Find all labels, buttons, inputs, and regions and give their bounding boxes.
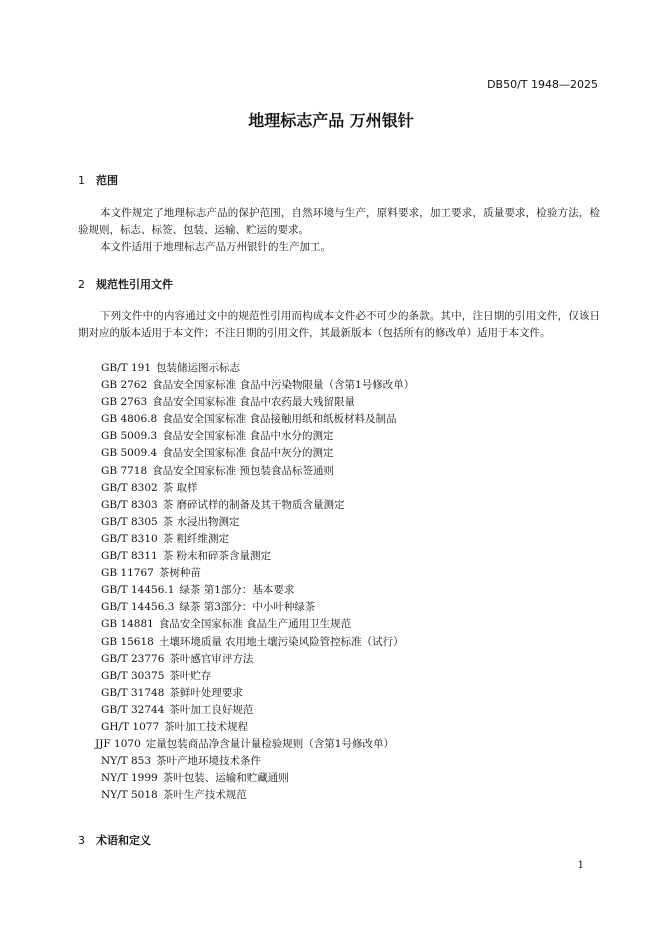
- reference-name: 茶叶加工技术规程: [164, 720, 249, 733]
- reference-code: GB 5009.3: [101, 430, 158, 443]
- section-title: 范围: [96, 174, 118, 187]
- section-1-heading: [78, 172, 118, 188]
- reference-name: 食品安全国家标准 食品中农药最大残留限量: [152, 396, 356, 409]
- page-number: 1: [577, 860, 584, 871]
- reference-item: [101, 360, 414, 377]
- reference-item: [101, 685, 414, 702]
- reference-name: 茶叶包装、运输和贮藏通则: [162, 772, 289, 785]
- reference-code: GB 2762: [101, 379, 148, 392]
- reference-code: GB 7718: [101, 464, 148, 477]
- reference-item: [101, 377, 414, 394]
- document-code: DB50/T 1948—2025: [487, 78, 598, 91]
- reference-code: GB/T 8311: [101, 550, 158, 563]
- reference-name: 茶 水浸出物测定: [162, 515, 240, 528]
- reference-code: GB 5009.4: [101, 447, 158, 460]
- reference-item: [101, 770, 414, 787]
- reference-name: 茶 粉末和碎茶含量测定: [162, 550, 272, 563]
- reference-code: NY/T 5018: [101, 789, 158, 802]
- reference-name: 茶叶贮存: [169, 669, 212, 682]
- reference-name: 茶叶加工良好规范: [169, 703, 254, 716]
- reference-name: 绿茶 第1部分：基本要求: [179, 584, 295, 597]
- scope-paragraph-1: 本文件规定了地理标志产品的保护范围，自然环境与生产，原料要求，加工要求，质量要求，检验方法，检验规则，标志、标签、包装、运输、贮运的要求。: [78, 207, 600, 237]
- reference-name: 土壤环境质量 农用地土壤污染风险管控标准（试行）: [158, 635, 404, 648]
- reference-code: GH/T 1077: [101, 720, 160, 733]
- reference-item: [101, 514, 414, 531]
- section-title: 规范性引用文件: [96, 278, 173, 291]
- reference-item: [101, 719, 414, 736]
- reference-code: JJF 1070: [95, 738, 141, 751]
- section-number: 3: [78, 834, 85, 847]
- reference-item: [101, 428, 414, 445]
- section-number: 1: [78, 174, 85, 187]
- reference-name: 茶鲜叶处理要求: [169, 686, 243, 699]
- reference-name: 食品安全国家标准 食品中灰分的测定: [162, 447, 334, 460]
- reference-item: [101, 411, 414, 428]
- section-title: 术语和定义: [96, 834, 151, 847]
- reference-code: GB 4806.8: [101, 413, 158, 426]
- reference-code: GB/T 8303: [101, 498, 158, 511]
- reference-code: GB 14881: [101, 618, 154, 631]
- reference-item: [101, 753, 414, 770]
- reference-name: 茶 粗纤维测定: [162, 532, 230, 545]
- document-title: 地理标志产品 万州银针: [248, 111, 414, 130]
- reference-name: 包装储运图示标志: [156, 362, 241, 374]
- reference-code: GB/T 14456.1: [101, 584, 175, 597]
- reference-item: [101, 463, 414, 480]
- reference-item: [101, 668, 414, 685]
- reference-item: [95, 736, 414, 753]
- reference-item: [101, 497, 414, 514]
- reference-code: GB 15618: [101, 635, 154, 648]
- reference-name: 食品安全国家标准 预包装食品标签通则: [152, 464, 335, 477]
- reference-code: GB 2763: [101, 396, 148, 409]
- reference-code: GB/T 23776: [101, 652, 165, 665]
- reference-item: [101, 599, 414, 616]
- reference-name: 茶叶生产技术规范: [162, 789, 247, 802]
- references-intro-paragraph: 下列文件中的内容通过文中的规范性引用而构成本文件必不可少的条款。其中，注日期的引用文件，仅该日期对应的版本适用于本文件；不注日期的引用文件，其最新版本（包括所有的修改单）适用于本文件。: [78, 310, 600, 340]
- reference-code: GB/T 191: [101, 362, 152, 374]
- reference-code: GB/T 31748: [101, 686, 165, 699]
- scope-paragraph-2: 本文件适用于地理标志产品万州银针的生产加工。: [100, 241, 331, 253]
- reference-name: 茶 取样: [162, 481, 198, 494]
- reference-code: GB/T 14456.3: [101, 601, 175, 614]
- reference-name: 绿茶 第3部分：中小叶种绿茶: [179, 601, 316, 614]
- reference-item: [101, 445, 414, 462]
- reference-item: [101, 565, 414, 582]
- reference-code: GB/T 30375: [101, 669, 165, 682]
- reference-name: 茶 磨碎试样的制备及其干物质含量测定: [162, 498, 345, 511]
- reference-code: GB 11767: [101, 567, 154, 580]
- reference-code: GB/T 8302: [101, 481, 158, 494]
- reference-item: [101, 582, 414, 599]
- reference-name: 食品安全国家标准 食品中水分的测定: [162, 430, 334, 443]
- section-number: 2: [78, 278, 85, 291]
- reference-name: 茶树种苗: [158, 567, 201, 580]
- reference-name: 茶叶产地环境技术条件: [156, 755, 262, 768]
- reference-name: 定量包装商品净含量计量检验规则（含第1号修改单）: [145, 738, 394, 751]
- reference-item: [101, 651, 414, 668]
- reference-item: [101, 702, 414, 719]
- reference-item: [101, 531, 414, 548]
- reference-code: GB/T 32744: [101, 703, 165, 716]
- reference-name: 食品安全国家标准 食品生产通用卫生规范: [158, 618, 352, 631]
- reference-item: [101, 394, 414, 411]
- reference-name: 食品安全国家标准 食品中污染物限量（含第1号修改单）: [152, 379, 415, 392]
- reference-item: [101, 548, 414, 565]
- reference-item: [101, 787, 414, 804]
- reference-code: GB/T 8305: [101, 515, 158, 528]
- reference-code: NY/T 1999: [101, 772, 158, 785]
- normative-references-list: [95, 360, 415, 804]
- reference-name: 食品安全国家标准 食品接触用纸和纸板材料及制品: [162, 413, 397, 426]
- reference-item: [101, 480, 414, 497]
- reference-code: GB/T 8310: [101, 532, 158, 545]
- reference-code: NY/T 853: [101, 755, 152, 768]
- reference-name: 茶叶感官审评方法: [169, 652, 254, 665]
- section-3-heading: [78, 832, 151, 848]
- section-2-heading: [78, 276, 173, 292]
- reference-item: [101, 634, 414, 651]
- reference-item: [101, 616, 414, 633]
